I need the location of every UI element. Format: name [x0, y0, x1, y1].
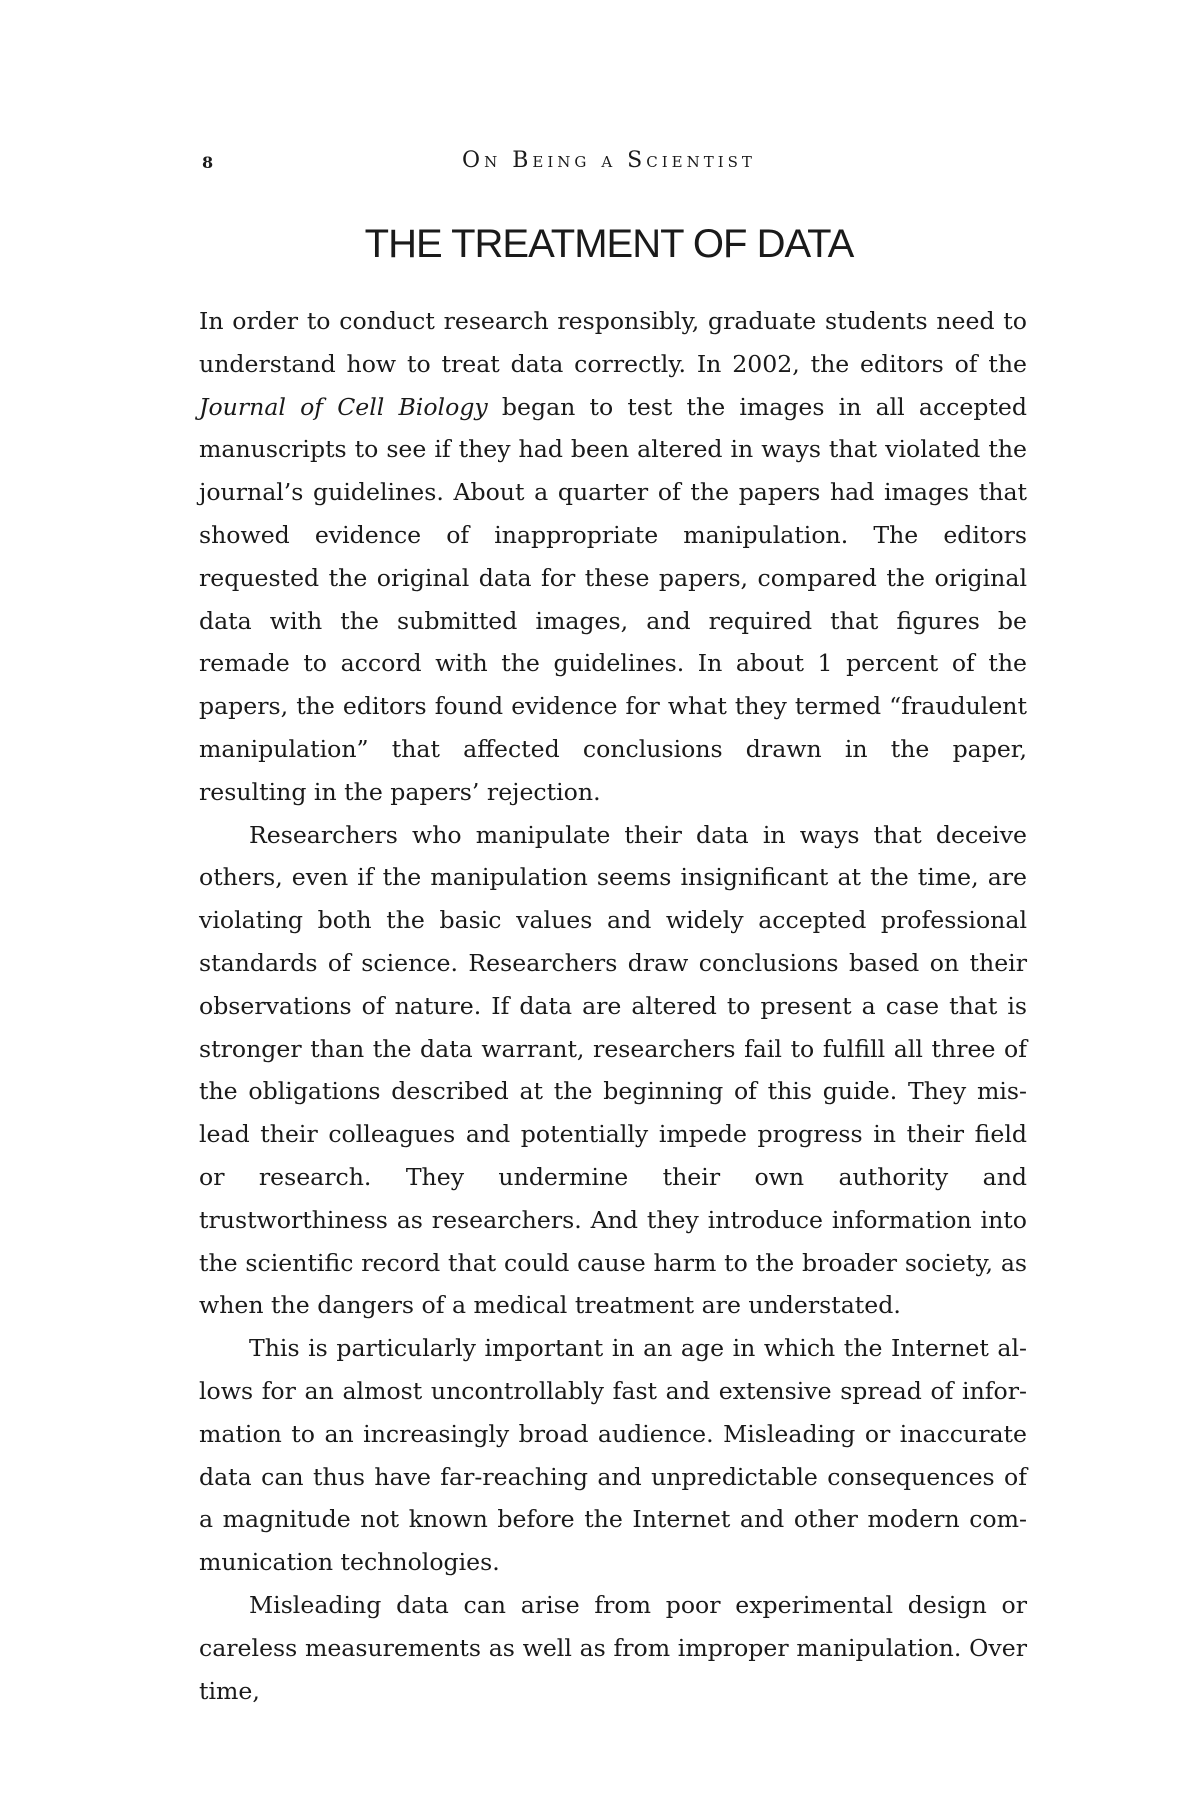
running-title: On Being a Scientist [462, 148, 756, 173]
paragraph-1 [199, 300, 1027, 814]
paragraph-3: This is particularly important in an age in which the Internet allows for an almost uncontrollably fast and extensive spread of information to an increasingly broad audience. Misleading or inaccurate data can thus have far-reaching and unpredictable consequences of a magnitude not known before the Internet and other modern communication technologies. [199, 1334, 1027, 1577]
page-number: 8 [202, 153, 214, 172]
paragraph-2: Researchers who manipulate their data in ways that deceive others, even if the manipulation seems insignificant at the time, are violating both the basic values and widely accepted professional standards of science. Researchers draw conclusions based on their observations of nature. If data are altered to present a case that is stronger than the data warrant, researchers fail to fulfill all three of the obligations described at the beginning of this guide. They mislead their colleagues and potentially impede progress in their field or research. They undermine their own authority and trustworthiness as researchers. And they introduce information into the scientific record that could cause harm to the broader society, as when the dangers of a medical treatment are understated. [199, 820, 1027, 1320]
running-head [199, 148, 1019, 178]
paragraph-1-text-b: began to test the images in all accepted manuscripts to see if they had been altered in ways that violated the journal’s guidelines. About a quarter of the papers had images that showed evidence of inappropriate manipulation. The editors requested the original data for these papers, compared the original data with the submitted images, and required that figures be remade to accord with the guidelines. In about 1 percent of the papers, the editors found evidence for what they termed “fraudulent manipulation” that affected conclusions drawn in the paper, resulting in the papers’ rejection. [199, 392, 1027, 806]
paragraph-4: Misleading data can arise from poor experimental design or careless measurements as well as from improper manipulation. Over time, [199, 1590, 1027, 1705]
section-heading: THE TREATMENT OF DATA [364, 222, 854, 266]
body-text [199, 300, 1027, 1712]
paragraph-1-text-a: In order to conduct research responsibly, graduate students need to understand how to treat data correctly. In 2002, the editors of the [199, 307, 1027, 378]
journal-title: Journal of Cell Biology [199, 392, 488, 421]
